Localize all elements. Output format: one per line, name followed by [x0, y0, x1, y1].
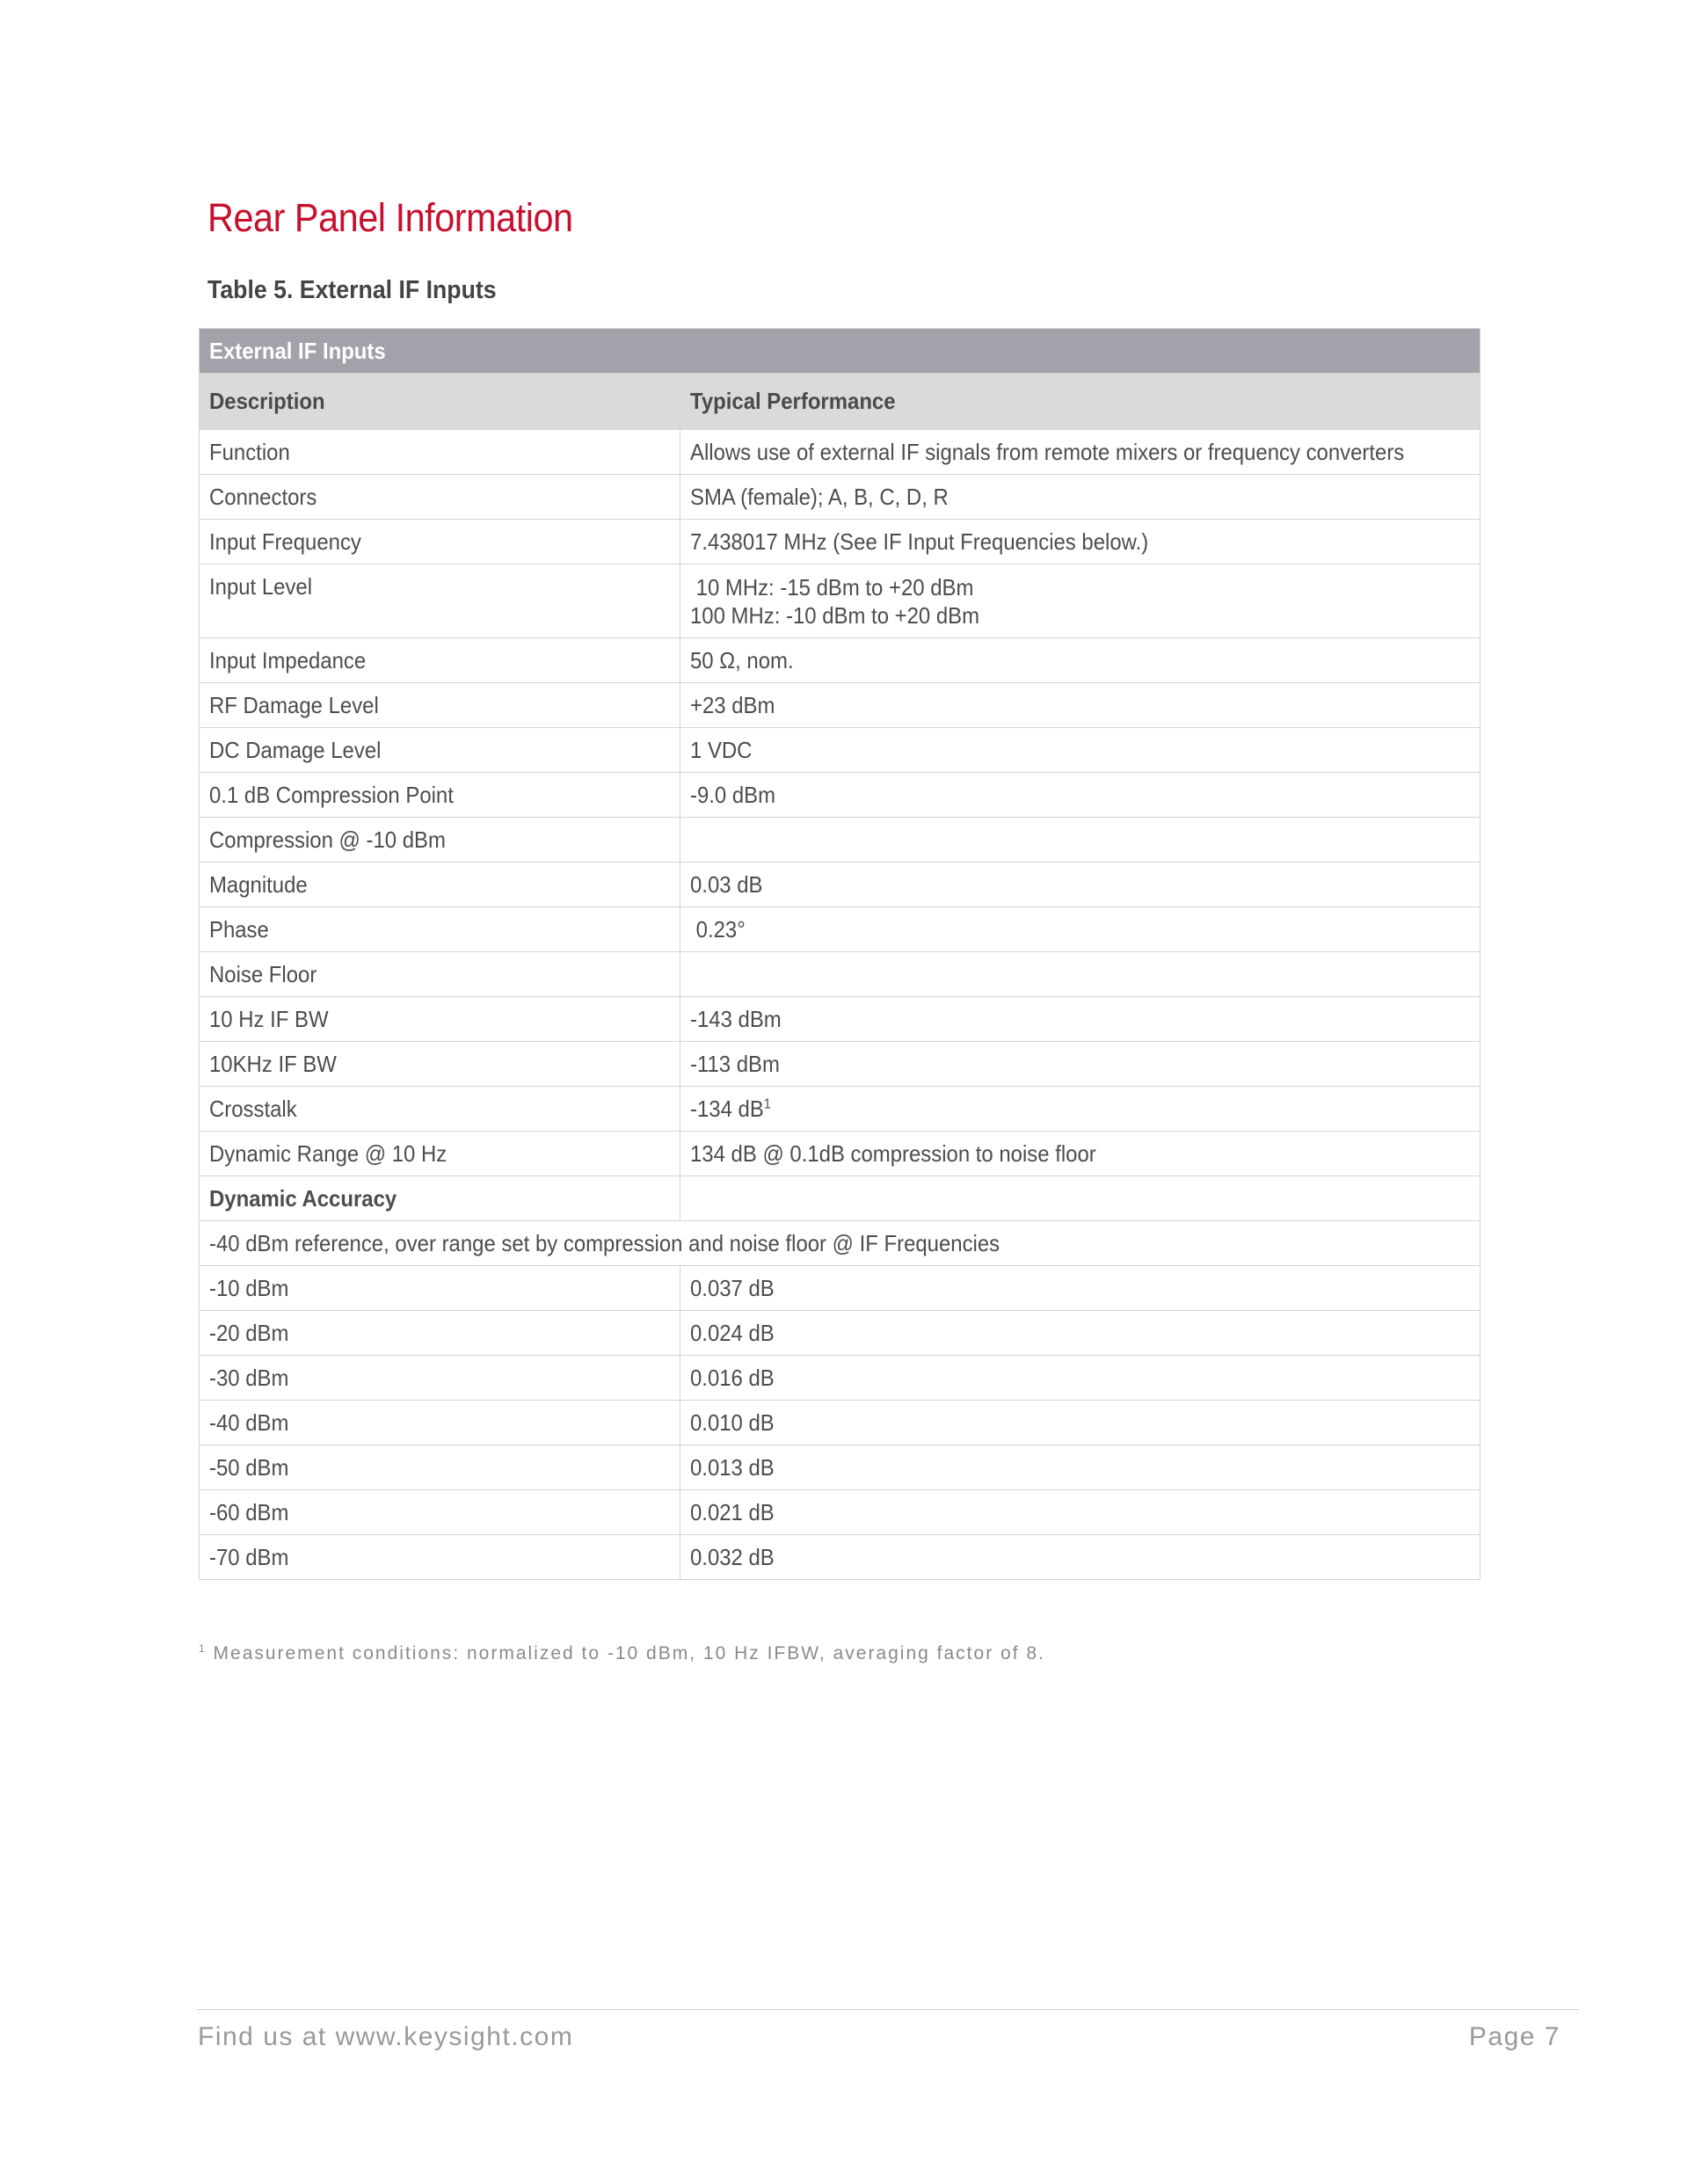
table-caption: Table 5. External IF Inputs: [207, 276, 497, 304]
row-value: 0.016 dB: [680, 1356, 1481, 1401]
table-row: [200, 1401, 1481, 1445]
row-description-full: -40 dBm reference, over range set by compression and noise floor @ IF Frequencies: [200, 1221, 1481, 1266]
table-row: [200, 1356, 1481, 1401]
row-description: -20 dBm: [200, 1311, 680, 1356]
row-description: -50 dBm: [200, 1445, 680, 1490]
row-description: 10KHz IF BW: [200, 1042, 680, 1087]
row-value: [680, 818, 1481, 863]
footer-website-link[interactable]: Find us at www.keysight.com: [198, 2022, 574, 2051]
row-value: 10 MHz: -15 dBm to +20 dBm 100 MHz: -10 dBm to +20 dBm: [680, 564, 1481, 638]
table-row: [200, 1176, 1481, 1221]
table-row: [200, 1490, 1481, 1535]
row-value: -113 dBm: [680, 1042, 1481, 1087]
column-header-description: Description: [200, 374, 680, 430]
footnote-marker: 1: [199, 1642, 207, 1655]
row-value: -143 dBm: [680, 997, 1481, 1042]
row-value: -9.0 dBm: [680, 773, 1481, 818]
row-value: 7.438017 MHz (See IF Input Frequencies below.): [680, 520, 1481, 564]
table-row: [200, 1266, 1481, 1311]
table-row: [200, 1445, 1481, 1490]
row-description: Compression @ -10 dBm: [200, 818, 680, 863]
table-row: [200, 773, 1481, 818]
row-description: Connectors: [200, 475, 680, 520]
row-description: Magnitude: [200, 863, 680, 907]
column-header-typical-performance: Typical Performance: [680, 374, 1481, 430]
table-row: [200, 1087, 1481, 1132]
row-description: -60 dBm: [200, 1490, 680, 1535]
row-description: 10 Hz IF BW: [200, 997, 680, 1042]
row-value: [680, 1176, 1481, 1221]
footnote: [199, 1642, 1045, 1664]
footer-divider: [197, 2009, 1579, 2010]
row-value: [680, 952, 1481, 997]
row-value: 50 Ω, nom.: [680, 638, 1481, 683]
row-value: SMA (female); A, B, C, D, R: [680, 475, 1481, 520]
row-value: 0.03 dB: [680, 863, 1481, 907]
row-value: 0.010 dB: [680, 1401, 1481, 1445]
row-value: 0.032 dB: [680, 1535, 1481, 1580]
table-row: [200, 1221, 1481, 1266]
footnote-text: Measurement conditions: normalized to -10 dBm, 10 Hz IFBW, averaging factor of 8.: [206, 1643, 1045, 1663]
row-value: +23 dBm: [680, 683, 1481, 728]
row-description: Crosstalk: [200, 1087, 680, 1132]
row-description: Input Frequency: [200, 520, 680, 564]
table-row: [200, 475, 1481, 520]
external-if-inputs-table: [199, 328, 1481, 1580]
row-section-heading: Dynamic Accuracy: [200, 1176, 680, 1221]
row-description: Phase: [200, 907, 680, 952]
page-title: Rear Panel Information: [207, 195, 573, 240]
row-description: -70 dBm: [200, 1535, 680, 1580]
row-description: Dynamic Range @ 10 Hz: [200, 1132, 680, 1176]
row-description: Input Impedance: [200, 638, 680, 683]
row-value: 0.013 dB: [680, 1445, 1481, 1490]
row-description: -40 dBm: [200, 1401, 680, 1445]
page-number: Page 7: [1468, 2022, 1561, 2051]
table-row: [200, 997, 1481, 1042]
row-value: 0.23°: [680, 907, 1481, 952]
row-value: 0.024 dB: [680, 1311, 1481, 1356]
table-row: [200, 1042, 1481, 1087]
table-row: [200, 952, 1481, 997]
table-row: [200, 1311, 1481, 1356]
row-description: Noise Floor: [200, 952, 680, 997]
footnote-ref: 1: [763, 1096, 771, 1111]
table-row: [200, 683, 1481, 728]
table-row: [200, 638, 1481, 683]
row-description: Function: [200, 430, 680, 475]
row-description: -30 dBm: [200, 1356, 680, 1401]
row-value: 0.037 dB: [680, 1266, 1481, 1311]
table-row: [200, 430, 1481, 475]
row-description: Input Level: [200, 564, 680, 638]
table-row: [200, 907, 1481, 952]
row-value: Allows use of external IF signals from remote mixers or frequency converters: [680, 430, 1481, 475]
table-row: [200, 1535, 1481, 1580]
row-value: 1 VDC: [680, 728, 1481, 773]
table-row: [200, 818, 1481, 863]
table-group-header: External IF Inputs: [200, 329, 1481, 374]
table-row: [200, 564, 1481, 638]
row-description: RF Damage Level: [200, 683, 680, 728]
table-row: [200, 1132, 1481, 1176]
table-row: [200, 520, 1481, 564]
table-row: [200, 728, 1481, 773]
row-description: DC Damage Level: [200, 728, 680, 773]
row-description: -10 dBm: [200, 1266, 680, 1311]
row-value: 134 dB @ 0.1dB compression to noise floor: [680, 1132, 1481, 1176]
row-value: -134 $dB^1$: [680, 1087, 1481, 1132]
table-row: [200, 863, 1481, 907]
row-value: 0.021 dB: [680, 1490, 1481, 1535]
row-description: 0.1 dB Compression Point: [200, 773, 680, 818]
